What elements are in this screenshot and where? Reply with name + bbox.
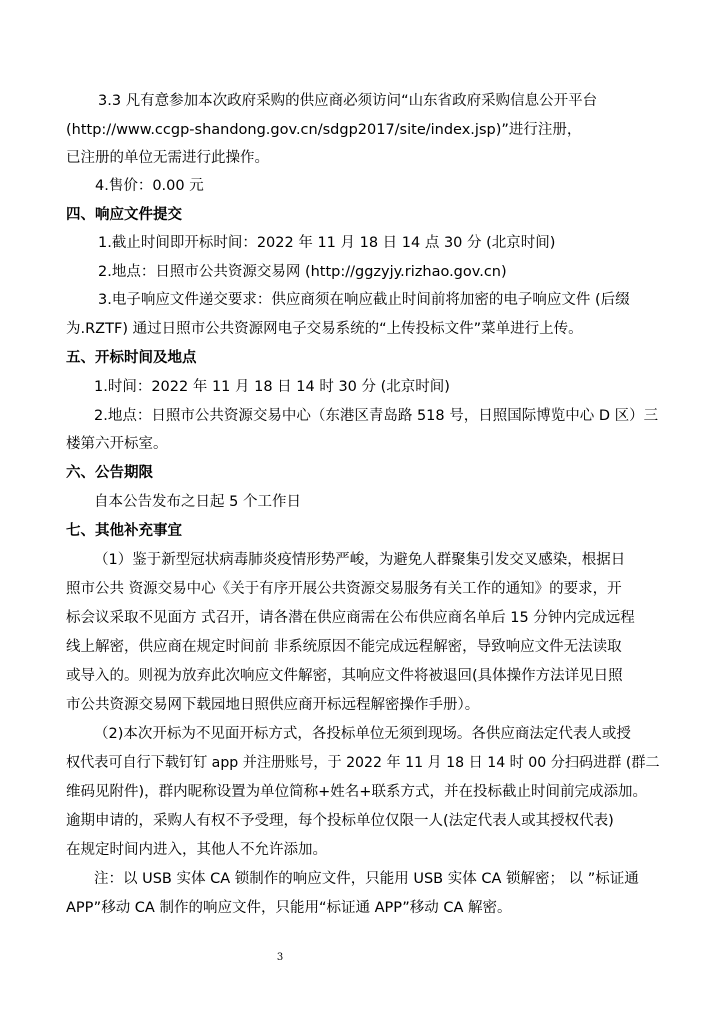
paragraph-line-epidemic-1: （1）鉴于新型冠状病毒肺炎疫情形势严峻，为避免人群聚集引发交叉感染，根据日 <box>94 552 626 568</box>
paragraph-line-opening-time: 1.时间：2022 年 11 月 18 日 14 时 30 分 (北京时间) <box>94 379 450 395</box>
paragraph-line-epidemic-2: 照市公共 资源交易中心《关于有序开展公共资源交易服务有关工作的通知》的要求，开 <box>66 581 622 597</box>
paragraph-line-opening-location: 2.地点：日照市公共资源交易中心（东港区青岛路 518 号，日照国际博览中心 D 区）三 <box>94 408 659 424</box>
paragraph-line-remote-opening-2: 权代表可自行下载钉钉 app 并注册账号，于 2022 年 11 月 18 日 14 时 00 分扫码进群 (群二 <box>66 755 660 771</box>
paragraph-line-epidemic-6: 市公共资源交易网下载园地日照供应商开标远程解密操作手册）。 <box>66 697 480 713</box>
paragraph-line-opening-room: 楼第六开标室。 <box>66 436 168 452</box>
paragraph-line-electronic-requirements: 3.电子响应文件递交要求：供应商须在响应截止时间前将加密的电子响应文件 (后缀 <box>98 292 630 308</box>
paragraph-line-upload-instructions: 为.RZTF) 通过日照市公共资源网电子交易系统的“上传投标文件”菜单进行上传。 <box>66 321 583 337</box>
paragraph-line-ca-note-1: 注：以 USB 实体 CA 锁制作的响应文件，只能用 USB 实体 CA 锁解密； 以 ”标证通 <box>94 871 639 887</box>
paragraph-line-remote-opening-4: 逾期申请的，采购人有权不予受理，每个投标单位仅限一人(法定代表人或其授权代表) <box>66 813 614 829</box>
section-heading-other-matters: 七、其他补充事宜 <box>66 523 182 539</box>
paragraph-line-epidemic-5: 或导入的。则视为放弃此次响应文件解密，其响应文件将被退回(具体操作方法详见日照 <box>66 668 623 684</box>
section-heading-announcement-period: 六、公告期限 <box>66 465 153 481</box>
paragraph-line-location-website: 2.地点：日照市公共资源交易网 (http://ggzyjy.rizhao.gov.cn) <box>98 264 507 280</box>
paragraph-line-epidemic-4: 线上解密，供应商在规定时间前 非系统原因不能完成远程解密，导致响应文件无法读取 <box>66 639 622 655</box>
paragraph-line-price: 4.售价：0.00 元 <box>95 178 204 194</box>
paragraph-line-deadline: 1.截止时间即开标时间：2022 年 11 月 18 日 14 点 30 分 (北京时间) <box>98 235 556 251</box>
paragraph-line-3-3-registration: 3.3 凡有意参加本次政府采购的供应商必须访问“山东省政府采购信息公开平台 <box>98 93 598 109</box>
section-heading-response-submission: 四、响应文件提交 <box>66 207 182 223</box>
paragraph-line-remote-opening-1: （2)本次开标为不见面开标方式，各投标单位无须到现场。各供应商法定代表人或授 <box>94 726 631 742</box>
paragraph-line-remote-opening-5: 在规定时间内进入，其他人不允许添加。 <box>66 842 327 858</box>
paragraph-line-remote-opening-3: 维码见附件)，群内昵称设置为单位简称+姓名+联系方式，并在投标截止时间前完成添加。 <box>66 784 647 800</box>
paragraph-line-epidemic-3: 标会议采取不见面方 式召开，请各潜在供应商需在公布供应商名单后 15 分钟内完成远程 <box>66 610 635 626</box>
page-number: 3 <box>276 952 284 963</box>
paragraph-line-registration-url: (http://www.ccgp-shandong.gov.cn/sdgp2017/site/index.jsp)”进行注册， <box>66 122 582 138</box>
paragraph-line-registered-note: 已注册的单位无需进行此操作。 <box>66 150 269 166</box>
section-heading-opening-time-location: 五、开标时间及地点 <box>66 350 197 366</box>
paragraph-line-period-duration: 自本公告发布之日起 5 个工作日 <box>94 494 301 510</box>
paragraph-line-ca-note-2: APP”移动 CA 制作的响应文件，只能用“标证通 APP”移动 CA 解密。 <box>66 900 512 916</box>
